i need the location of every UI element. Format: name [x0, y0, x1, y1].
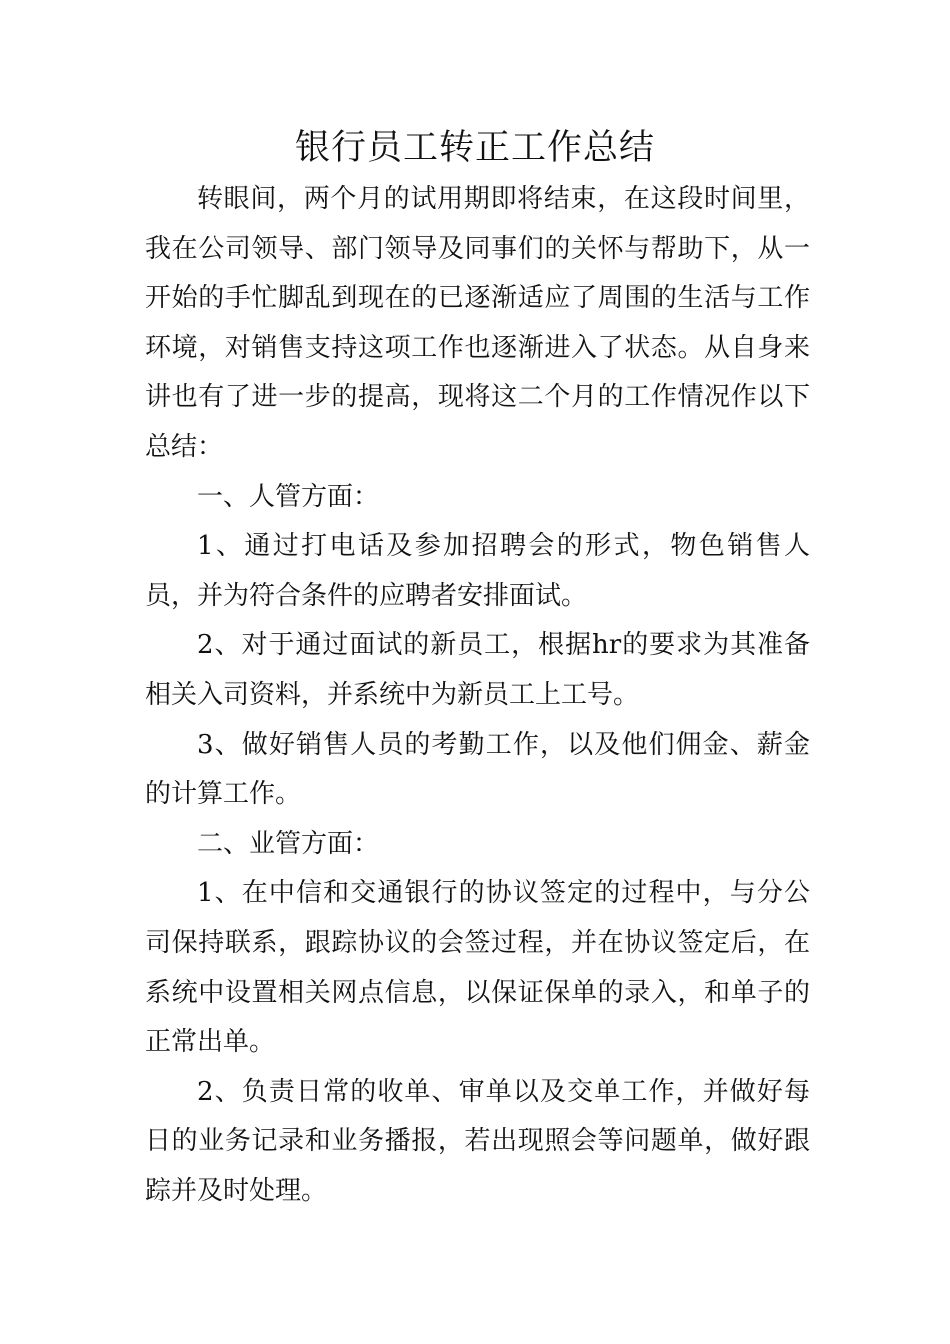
document-body: [145, 175, 810, 1216]
paragraph-personnel-1: 1、通过打电话及参加招聘会的形式，物色销售人员，并为符合条件的应聘者安排面试。: [145, 531, 810, 611]
paragraph-personnel-2: 2、对于通过面试的新员工，根据hr的要求为其准备相关入司资料，并系统中为新员工上工号。: [145, 630, 810, 710]
paragraph-business-2: 2、负责日常的收单、审单以及交单工作，并做好每日的业务记录和业务播报，若出现照会等问题单，做好跟踪并及时处理。: [145, 1076, 810, 1206]
paragraph-intro: 转眼间，两个月的试用期即将结束，在这段时间里，我在公司领导、部门领导及同事们的关怀与帮助下，从一开始的手忙脚乱到现在的已逐渐适应了周围的生活与工作环境，对销售支持这项工作也逐渐进入了状态。从自身来讲也有了进一步的提高，现将这二个月的工作情况作以下总结：: [145, 184, 810, 462]
paragraph-business-1: 1、在中信和交通银行的协议签定的过程中，与分公司保持联系，跟踪协议的会签过程，并在协议签定后，在系统中设置相关网点信息，以保证保单的录入，和单子的正常出单。: [145, 878, 810, 1058]
document-title: 银行员工转正工作总结: [294, 128, 655, 168]
paragraph-personnel-3: 3、做好销售人员的考勤工作，以及他们佣金、薪金的计算工作。: [145, 729, 810, 810]
section-heading-business: 二、业管方面：: [197, 828, 380, 859]
section-heading-personnel: 一、人管方面：: [197, 481, 380, 512]
